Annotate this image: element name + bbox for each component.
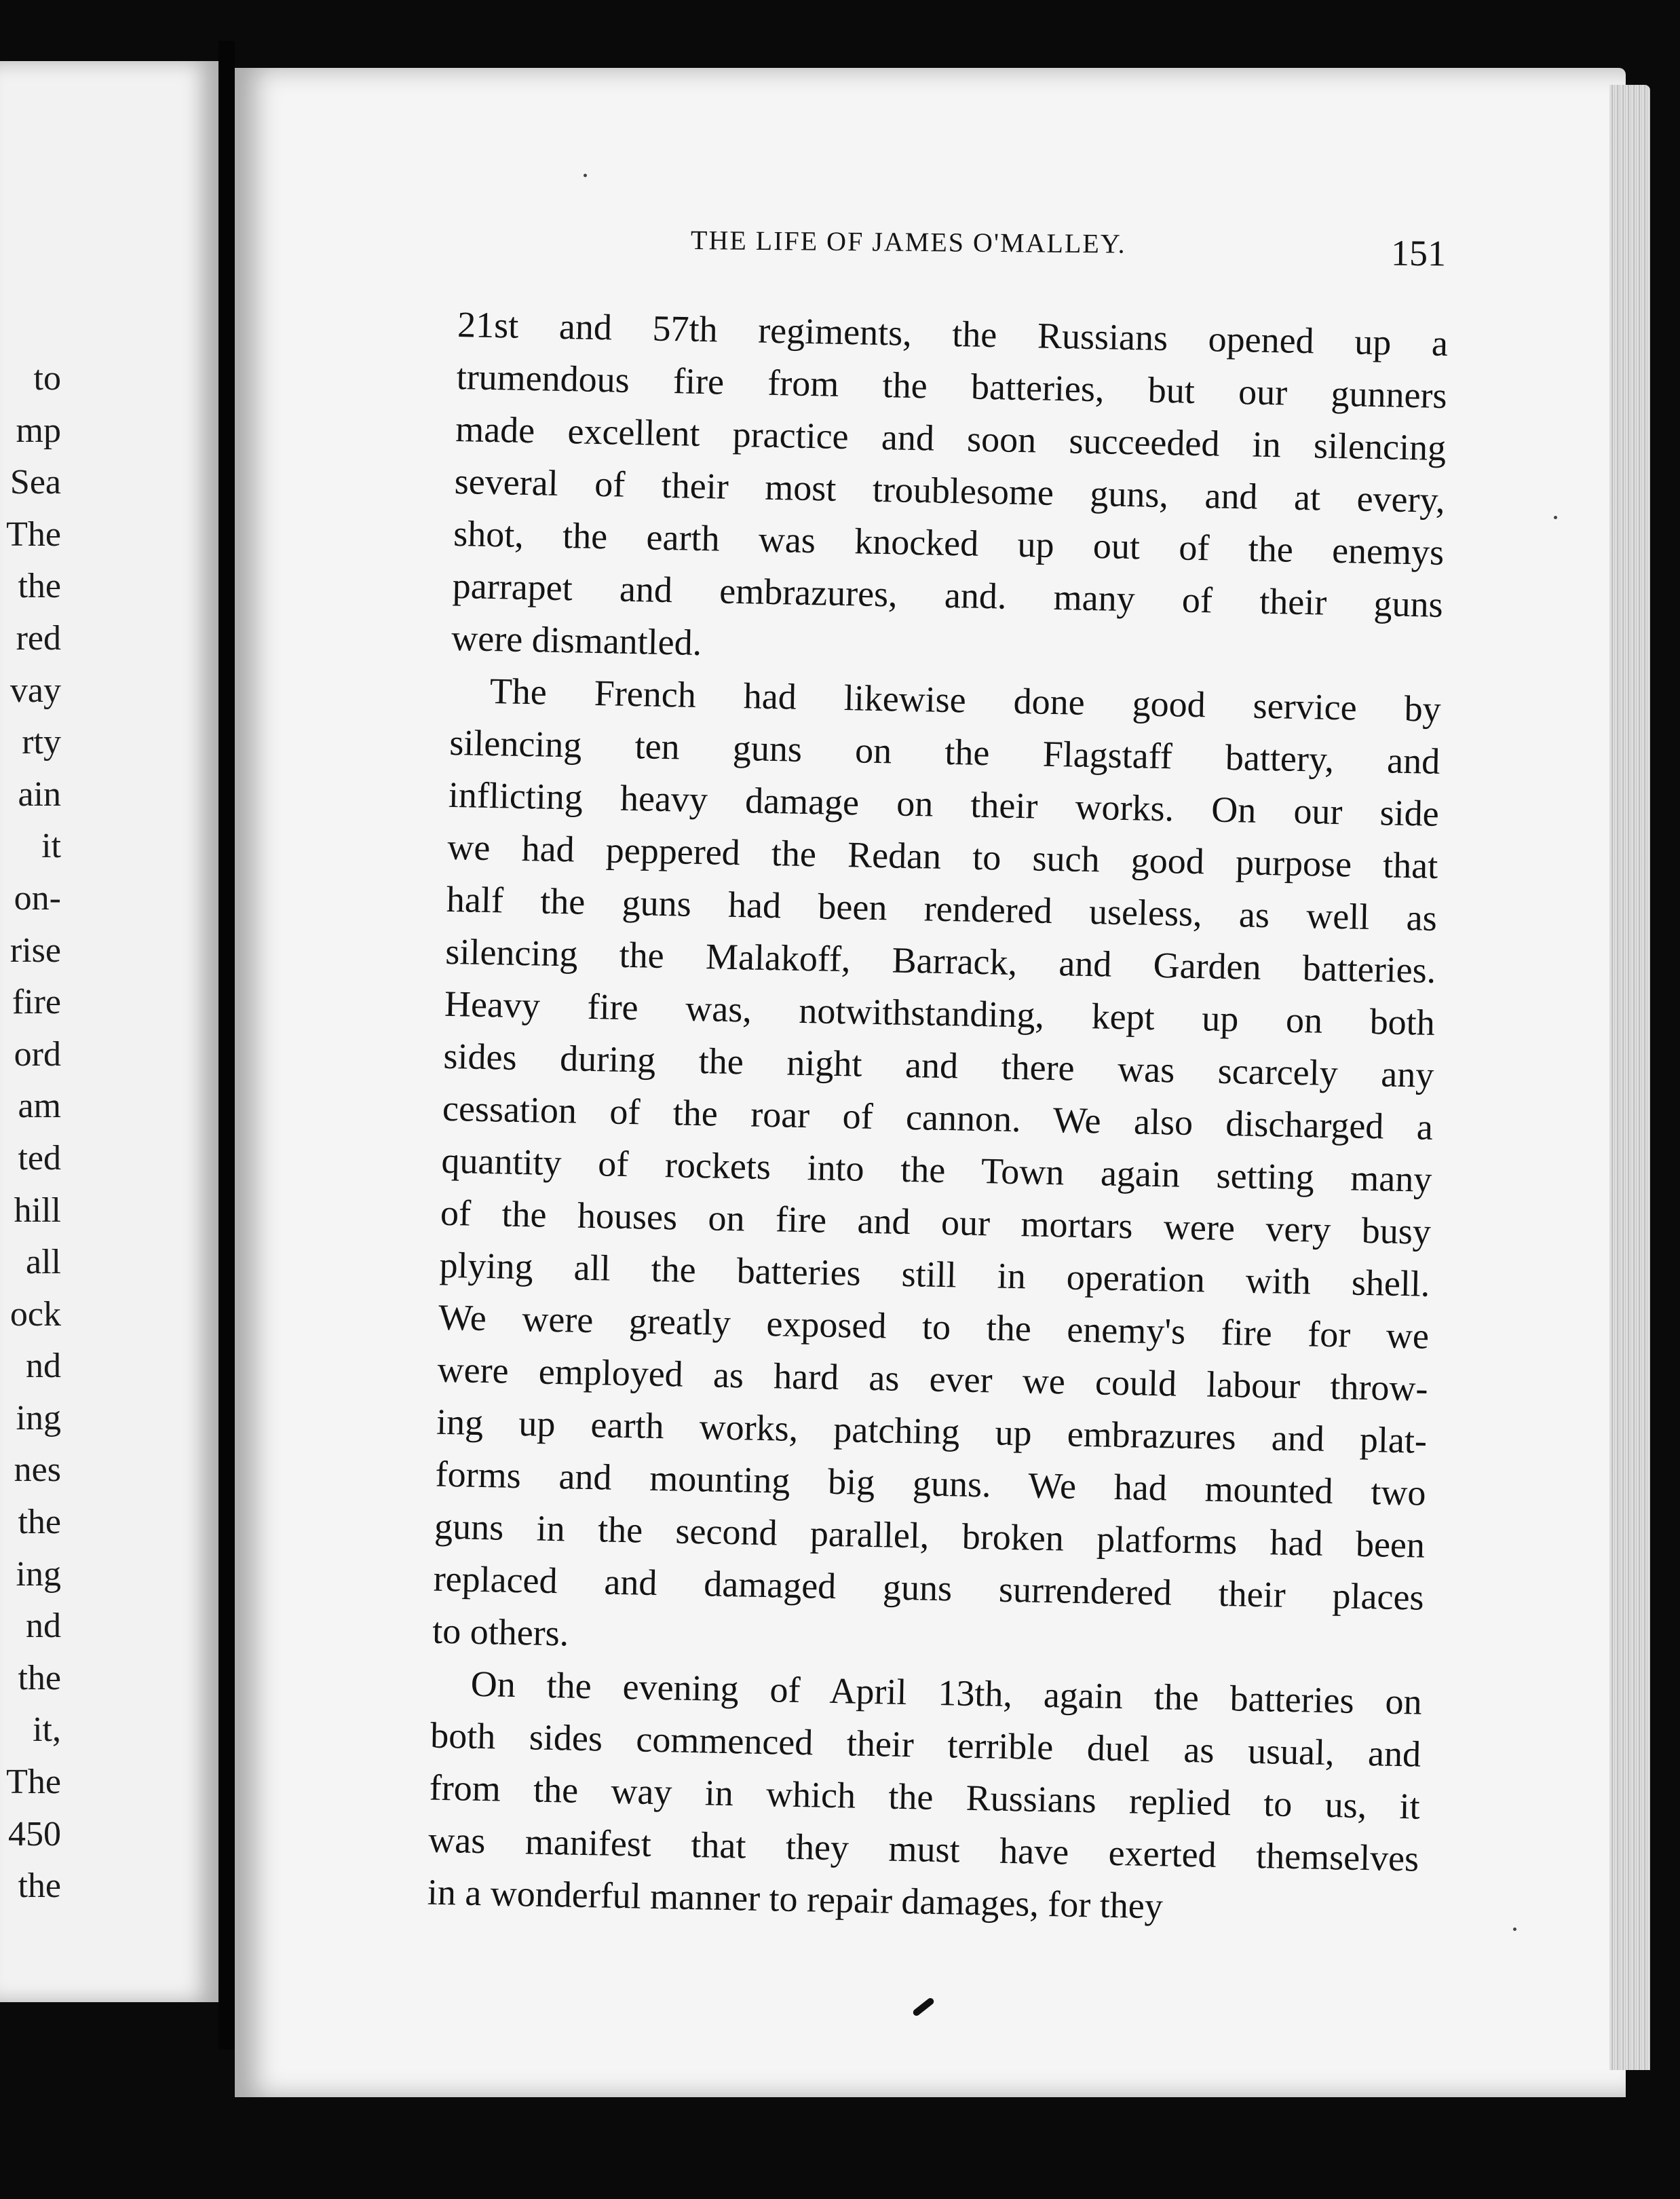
left-margin-word: ock bbox=[9, 1294, 61, 1334]
text-line: parrapet and embrazures, and. many of their guns bbox=[452, 565, 1444, 625]
left-margin-word: nd bbox=[26, 1347, 61, 1386]
text-line: replaced and damaged guns surrendered their places bbox=[433, 1558, 1425, 1618]
text-line: We were greatly exposed to the enemy's fire for we bbox=[438, 1296, 1430, 1357]
running-head: THE LIFE OF JAMES O'MALLEY. bbox=[690, 225, 1126, 259]
text-line: were employed as hard as ever we could labour throw- bbox=[437, 1349, 1429, 1409]
left-margin-word: the bbox=[18, 1658, 61, 1697]
text-line: shot, the earth was knocked up out of the enemys bbox=[453, 512, 1445, 573]
text-line: The French had likewise done good service by bbox=[489, 671, 1442, 730]
left-margin-word: red bbox=[16, 618, 61, 658]
text-line: was manifest that they must have exerted themselves bbox=[427, 1819, 1419, 1879]
left-margin-word: mp bbox=[16, 411, 61, 450]
left-facing-page bbox=[0, 61, 218, 2002]
page-edge-stack bbox=[1609, 85, 1650, 2070]
text-line: quantity of rockets into the Town again setting many bbox=[441, 1140, 1432, 1200]
book-gutter bbox=[218, 41, 235, 2050]
left-margin-word: nes bbox=[14, 1450, 61, 1490]
left-margin-word: it bbox=[41, 827, 61, 866]
text-line: Heavy fire was, notwithstanding, kept up on both bbox=[444, 983, 1436, 1043]
left-margin-word: rise bbox=[9, 931, 61, 970]
page-number: 151 bbox=[1390, 232, 1447, 274]
text-line: silencing ten guns on the Flagstaff battery, and bbox=[448, 721, 1440, 782]
left-margin-word: Sea bbox=[9, 463, 61, 502]
left-margin-word: ord bbox=[14, 1034, 61, 1074]
text-line: we had peppered the Redan to such good purpose that bbox=[446, 826, 1438, 886]
left-margin-word: ing bbox=[16, 1554, 61, 1594]
left-margin-word: all bbox=[26, 1243, 61, 1282]
text-line: forms and mounting big guns. We had mounted two bbox=[435, 1453, 1427, 1514]
left-margin-word: am bbox=[18, 1087, 61, 1126]
body-text bbox=[427, 299, 1449, 1938]
text-line: in a wonderful manner to repair damages, for they bbox=[427, 1871, 1164, 1927]
text-line: from the way in which the Russians replied to us, it bbox=[429, 1767, 1421, 1827]
left-margin-word: The bbox=[6, 514, 61, 554]
text-line: of the houses on fire and our mortars were very busy bbox=[440, 1192, 1432, 1252]
dust-speck bbox=[1513, 1928, 1516, 1931]
text-line: trumendous fire from the batteries, but our gunners bbox=[456, 356, 1448, 417]
left-margin-word: fire bbox=[12, 983, 61, 1022]
text-line: silencing the Malakoff, Barrack, and Garden batteries. bbox=[444, 931, 1436, 991]
text-line: made excellent practice and soon succeeded in silencing bbox=[455, 408, 1447, 468]
left-margin-word: the bbox=[18, 567, 61, 606]
text-line: cessation of the roar of cannon. We also discharged a bbox=[442, 1087, 1434, 1148]
left-margin-word: ted bbox=[18, 1138, 61, 1178]
left-margin-word: 450 bbox=[8, 1814, 61, 1854]
left-margin-word: it, bbox=[33, 1710, 61, 1750]
left-margin-word: nd bbox=[26, 1606, 61, 1646]
dust-speck bbox=[1554, 516, 1557, 519]
text-line: inflicting heavy damage on their works. On our side bbox=[448, 774, 1440, 834]
text-line: were dismantled. bbox=[451, 617, 702, 663]
left-margin-word: ing bbox=[16, 1398, 61, 1437]
left-page-margin-words bbox=[0, 353, 61, 1913]
left-margin-word: on- bbox=[14, 878, 61, 918]
text-line: On the evening of April 13th, again the batteries on bbox=[470, 1663, 1423, 1723]
left-margin-word: The bbox=[6, 1763, 61, 1802]
left-margin-word: vay bbox=[9, 671, 61, 710]
left-margin-word: rty bbox=[22, 723, 61, 762]
text-line: several of their most troublesome guns, and at every, bbox=[454, 460, 1446, 521]
dust-speck bbox=[584, 174, 587, 177]
text-line: 21st and 57th regiments, the Russians opened up a bbox=[457, 303, 1449, 364]
left-margin-word: the bbox=[18, 1503, 61, 1542]
text-line: plying all the batteries still in operation with shell. bbox=[439, 1244, 1430, 1304]
text-line: ing up earth works, patching up embrazures and plat- bbox=[436, 1401, 1428, 1461]
text-line: guns in the second parallel, broken platforms had been bbox=[434, 1505, 1426, 1566]
left-margin-word: hill bbox=[14, 1190, 61, 1230]
text-line: to others. bbox=[432, 1610, 569, 1654]
text-line: half the guns had been rendered useless, as well as bbox=[446, 878, 1438, 939]
left-margin-word: the bbox=[18, 1866, 61, 1906]
left-margin-word: ain bbox=[18, 774, 61, 814]
text-line: both sides commenced their terrible duel as usual, and bbox=[429, 1714, 1421, 1775]
text-line: sides during the night and there was scarcely any bbox=[442, 1035, 1434, 1095]
left-margin-word: to bbox=[33, 359, 61, 398]
